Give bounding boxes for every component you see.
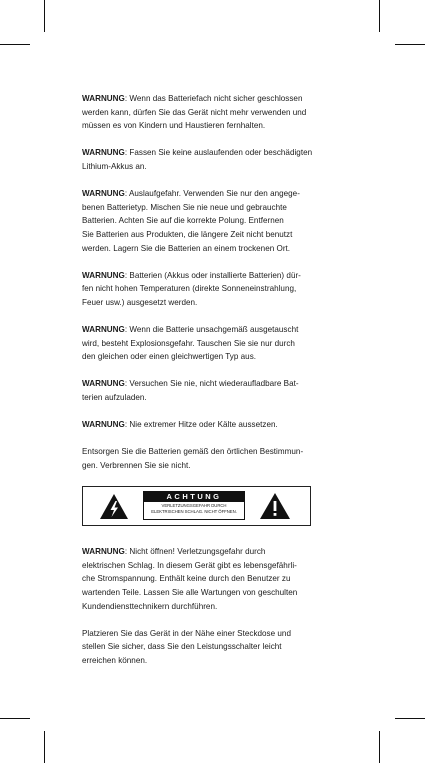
- paragraph-line: [82, 627, 347, 641]
- paragraph-line: [82, 201, 347, 215]
- paragraph-line: [82, 337, 347, 351]
- line-text: : Wenn die Batterie unsachgemäß ausgetauscht: [124, 325, 299, 335]
- crop-mark: [379, 0, 380, 32]
- line-text: Sie Batterien aus Produkten, die längere Zeit nicht benutzt: [82, 229, 293, 239]
- paragraph-line: [82, 106, 347, 120]
- paragraph-line: [82, 323, 347, 337]
- paragraph-line: [82, 600, 347, 614]
- paragraph-line: [82, 572, 347, 586]
- achtung-label: [143, 491, 245, 520]
- line-text: Batterien. Achten Sie auf die korrekte Polung. Entfernen: [82, 216, 284, 226]
- line-text: wird, besteht Explosionsgefahr. Tauschen Sie sie nur durch: [82, 338, 295, 348]
- safety-text: [82, 92, 347, 681]
- line-text: wartenden Teile. Lassen Sie alle Wartungen von geschulten: [82, 588, 298, 597]
- paragraph-line: [82, 391, 347, 405]
- line-text: : Fassen Sie keine auslaufenden oder beschädigten: [124, 148, 313, 158]
- line-text: fen nicht hohen Temperaturen (direkte Sonneneinstrahlung,: [82, 284, 297, 294]
- line-text: : Versuchen Sie nie, nicht wiederaufladbare Bat-: [124, 379, 299, 389]
- line-text: : Batterien (Akkus oder installierte Batterien) dür-: [124, 270, 301, 280]
- crop-mark: [379, 731, 380, 763]
- paragraph-line: [82, 545, 347, 559]
- paragraph-line: [82, 160, 347, 174]
- paragraph-line: [82, 146, 347, 160]
- paragraph-line: [82, 654, 347, 668]
- shock-warning-box: [82, 486, 311, 526]
- achtung-title: ACHTUNG: [144, 492, 244, 502]
- paragraph: [82, 377, 347, 404]
- paragraph-line: [82, 228, 347, 242]
- paragraph: [82, 418, 347, 432]
- electric-shock-icon: [99, 493, 129, 520]
- warning-label: WARNUNG: [82, 189, 125, 199]
- warning-label: WARNUNG: [82, 420, 125, 430]
- line-text: werden kann, dürfen Sie das Gerät nicht mehr verwenden und: [82, 107, 307, 117]
- warnings-after: [82, 545, 347, 667]
- line-text: che Stromspannung. Enthält keine durch den Benutzer zu: [82, 574, 291, 584]
- paragraph-line: [82, 459, 347, 473]
- exclamation-warning-icon: [259, 492, 291, 520]
- paragraph-line: [82, 445, 347, 459]
- line-text: : Wenn das Batteriefach nicht sicher geschlossen: [124, 94, 303, 103]
- line-text: Kundendiensttechnikern durchführen.: [82, 601, 218, 611]
- paragraph-line: [82, 350, 347, 364]
- paragraph-line: [82, 586, 347, 600]
- line-text: werden. Lagern Sie die Batterien an einem trockenen Ort.: [82, 243, 291, 253]
- line-text: terien aufzuladen.: [82, 393, 147, 403]
- paragraph-line: [82, 269, 347, 283]
- achtung-line-1: VERLETZUNGSGEFAHR DURCH: [161, 503, 227, 509]
- line-text: : Nicht öffnen! Verletzungsgefahr durch: [124, 547, 266, 557]
- crop-mark: [395, 44, 425, 45]
- line-text: müssen es von Kindern und Haustieren fernhalten.: [82, 121, 266, 131]
- line-text: Lithium-Akkus an.: [82, 161, 147, 171]
- line-text: erreichen können.: [82, 655, 148, 665]
- line-text: Platzieren Sie das Gerät in der Nähe einer Steckdose und: [82, 628, 291, 638]
- paragraph-line: [82, 92, 347, 106]
- paragraph-line: [82, 214, 347, 228]
- crop-mark: [0, 44, 30, 45]
- paragraph-line: [82, 418, 347, 432]
- line-text: den gleichen oder einen gleichwertigen Typ aus.: [82, 352, 257, 362]
- paragraph-line: [82, 282, 347, 296]
- crop-mark: [0, 718, 30, 719]
- paragraph: [82, 269, 347, 310]
- paragraph-line: [82, 296, 347, 310]
- paragraph-line: [82, 640, 347, 654]
- paragraph: [82, 187, 347, 255]
- warning-label: WARNUNG: [82, 148, 125, 158]
- crop-mark: [44, 0, 45, 32]
- warning-label: WARNUNG: [82, 94, 125, 103]
- paragraph: [82, 92, 347, 133]
- line-text: elektrischen Schlag. In diesem Gerät gibt es lebensgefährli-: [82, 560, 297, 570]
- achtung-line-2: ELEKTRISCHEN SCHLAG. NICHT ÖFFNEN.: [151, 509, 237, 515]
- paragraph-line: [82, 377, 347, 391]
- paragraph: [82, 627, 347, 668]
- line-text: Entsorgen Sie die Batterien gemäß den örtlichen Bestimmun-: [82, 447, 304, 457]
- line-text: gen. Verbrennen Sie sie nicht.: [82, 461, 191, 471]
- warning-label: WARNUNG: [82, 547, 125, 557]
- line-text: Feuer usw.) ausgesetzt werden.: [82, 297, 198, 307]
- paragraph: [82, 146, 347, 173]
- warning-label: WARNUNG: [82, 379, 125, 389]
- line-text: stellen Sie sicher, dass Sie den Leistungsschalter leicht: [82, 642, 282, 652]
- paragraph: [82, 545, 347, 613]
- paragraph-line: [82, 559, 347, 573]
- line-text: : Nie extremer Hitze oder Kälte aussetzen.: [124, 420, 278, 430]
- paragraph-line: [82, 242, 347, 256]
- paragraph-line: [82, 187, 347, 201]
- paragraph: [82, 323, 347, 364]
- crop-mark: [44, 731, 45, 763]
- warning-label: WARNUNG: [82, 270, 125, 280]
- paragraph: [82, 445, 347, 472]
- line-text: benen Batterietyp. Mischen Sie nie neue und gebrauchte: [82, 202, 287, 212]
- warning-label: WARNUNG: [82, 325, 125, 335]
- crop-mark: [395, 718, 425, 719]
- paragraph-line: [82, 119, 347, 133]
- line-text: : Auslaufgefahr. Verwenden Sie nur den angege-: [124, 189, 300, 199]
- warnings-before: [82, 92, 347, 473]
